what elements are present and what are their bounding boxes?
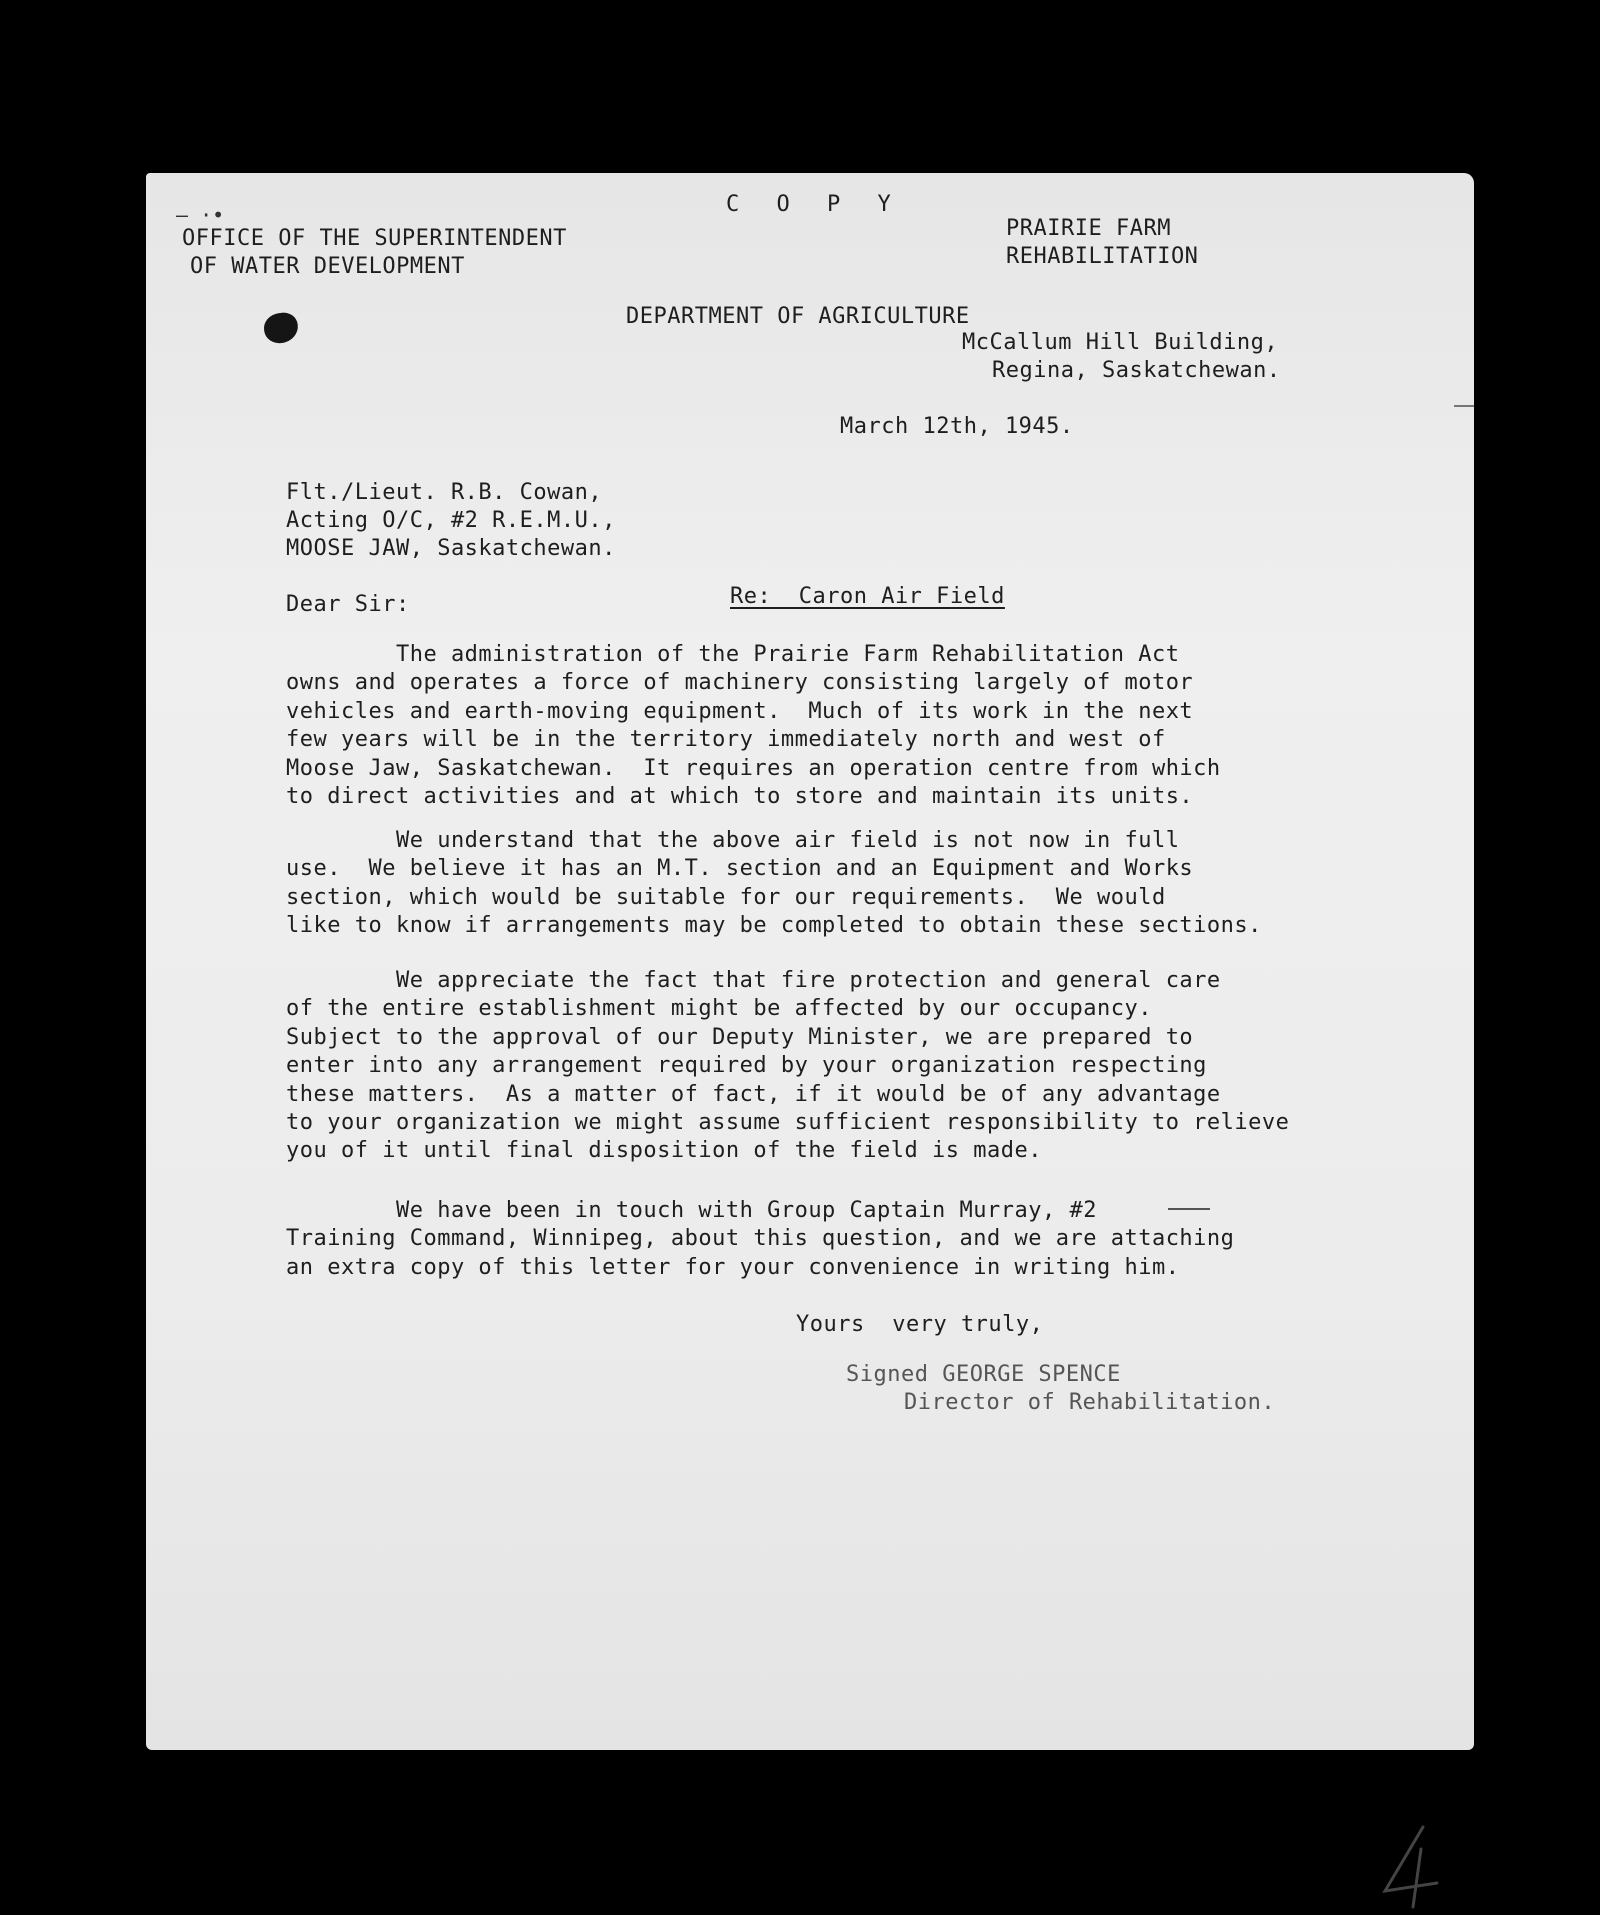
stray-typewriter-marks: — ·•: [176, 203, 225, 227]
edge-mark: [1454, 405, 1474, 407]
salutation: Dear Sir:: [286, 592, 410, 617]
recipient-line-1: Flt./Lieut. R.B. Cowan,: [286, 480, 603, 505]
office-line-2: OF WATER DEVELOPMENT: [190, 254, 465, 279]
ink-blot: [262, 311, 300, 345]
recipient-line-3: MOOSE JAW, Saskatchewan.: [286, 536, 616, 561]
signature-title: Director of Rehabilitation.: [904, 1390, 1276, 1415]
page-number-icon: [1371, 1821, 1451, 1911]
letter-date: March 12th, 1945.: [840, 414, 1074, 439]
address-line-1: McCallum Hill Building,: [962, 330, 1279, 355]
branch-line-1: PRAIRIE FARM: [1006, 216, 1171, 241]
handwritten-page-number: [1371, 1821, 1451, 1911]
branch-line-2: REHABILITATION: [1006, 244, 1199, 269]
office-line-1: OFFICE OF THE SUPERINTENDENT: [182, 226, 567, 251]
closing: Yours very truly,: [796, 1312, 1044, 1337]
paragraph-2: We understand that the above air field is not now in full use. We believe it has an M.T. section and an Equipment and Works section, which would be suitable for our requirements. We would like to know if arrangements may be completed to obtain these sections.: [286, 828, 1262, 939]
paragraph-1: The administration of the Prairie Farm Rehabilitation Act owns and operates a force of machinery consisting largely of motor vehicles and earth-moving equipment. Much of its work in the next few years will be in the territory immediately north and west of Moose Jaw, Saskatchewan. It requires an operation centre from which to direct activities and at which to store and maintain its units.: [286, 642, 1221, 810]
margin-dash: [1168, 1208, 1210, 1210]
address-line-2: Regina, Saskatchewan.: [992, 358, 1281, 383]
department-heading: DEPARTMENT OF AGRICULTURE: [626, 304, 970, 329]
paragraph-4: We have been in touch with Group Captain Murray, #2 Training Command, Winnipeg, about this question, and we are attaching an extra copy of this letter for your convenience in writing him.: [286, 1198, 1235, 1280]
paragraph-3: We appreciate the fact that fire protection and general care of the entire establishment might be affected by our occupancy. Subject to the approval of our Deputy Minister, we are prepared to enter into any arrangement required by your organization respecting these matters. As a matter of fact, if it would be of any advantage to your organization we might assume sufficient responsibility to relieve you of it until final disposition of the field is made.: [286, 968, 1290, 1164]
signature-line: Signed GEORGE SPENCE: [846, 1362, 1121, 1387]
subject-line: Re: Caron Air Field: [730, 584, 1005, 609]
copy-label: C O P Y: [726, 192, 903, 217]
letter-page: [146, 173, 1474, 1750]
recipient-line-2: Acting O/C, #2 R.E.M.U.,: [286, 508, 616, 533]
